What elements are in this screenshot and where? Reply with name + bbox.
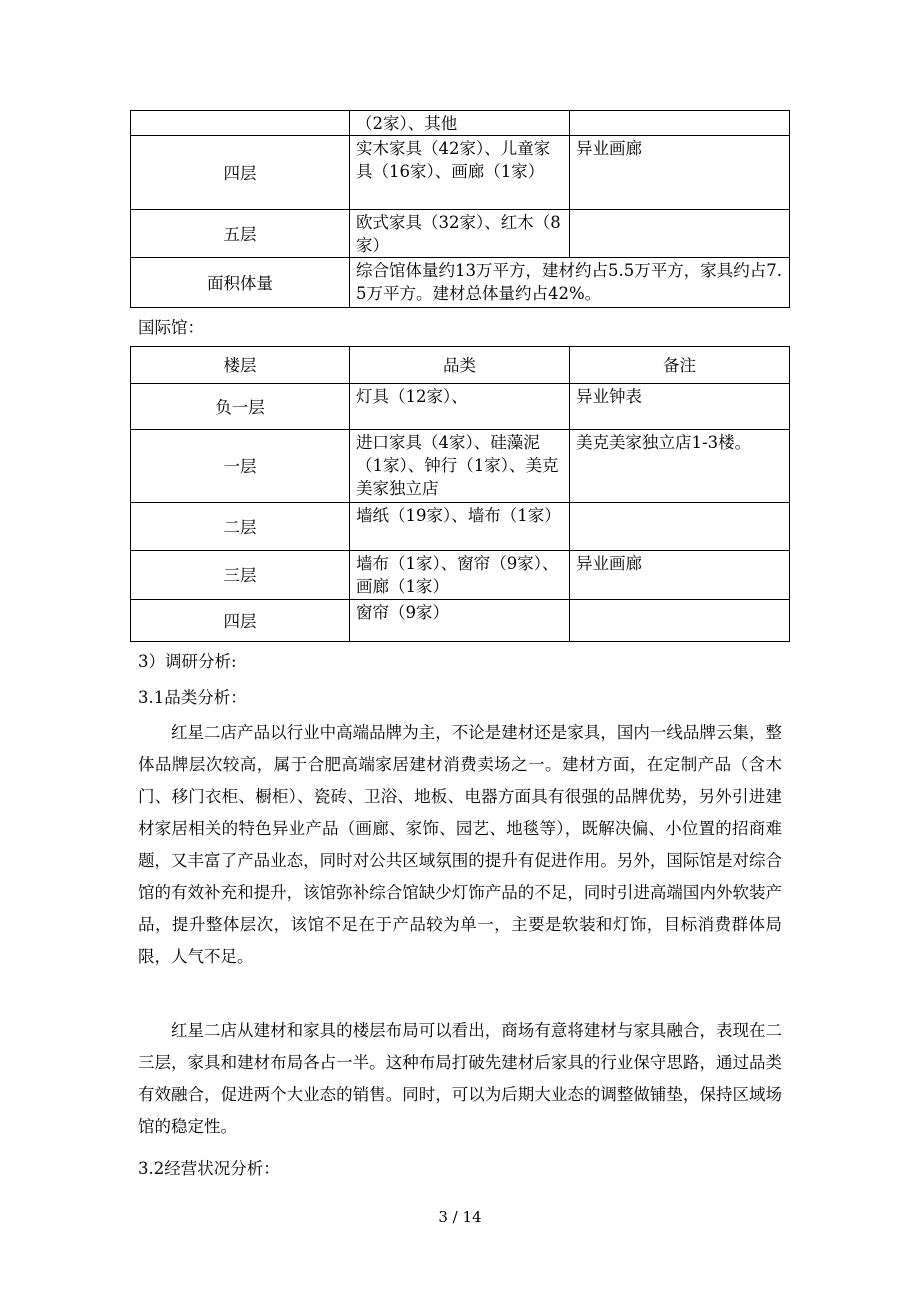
note-cell [570, 210, 790, 258]
floor-cell: 一层 [131, 430, 350, 503]
floor-cell [131, 111, 350, 136]
research-analysis-heading: 3）调研分析: [138, 652, 237, 671]
category-cell: 欧式家具（32家）、红木（8家） [350, 210, 570, 258]
category-cell: 进口家具（4家）、硅藻泥（1家）、钟行（1家）、美克美家独立店 [350, 430, 570, 503]
category-analysis-paragraph: 红星二店产品以行业中高端品牌为主，不论是建材还是家具，国内一线品牌云集，整体品牌层次较高，属于合肥高端家居建材消费卖场之一。建材方面，在定制产品（含木门、移门衣柜、橱柜）、瓷砖、卫浴、地板、电器方面具有很强的品牌优势，另外引进建材家居相关的特色异业产品（画廊、家饰、园艺、地毯等），既解决偏、小位置的招商难题，又丰富了产品业态，同时对公共区域氛围的提升有促进作用。另外，国际馆是对综合馆的有效补充和提升，该馆弥补综合馆缺少灯饰产品的不足，同时引进高端国内外软装产品，提升整体层次，该馆不足在于产品较为单一，主要是软装和灯饰，目标消费群体局限，人气不足。 [138, 723, 782, 966]
category-cell: 灯具（12家）、 [350, 384, 570, 430]
note-cell [570, 111, 790, 136]
note-cell [570, 600, 790, 642]
note-cell: 异业画廊 [570, 136, 790, 210]
header-category: 品类 [350, 347, 570, 384]
header-note: 备注 [570, 347, 790, 384]
operation-analysis-subheading: 3.2经营状况分析： [138, 1159, 280, 1178]
international-hall-label: 国际馆： [138, 318, 204, 337]
table-row [131, 258, 790, 308]
table-row [131, 384, 790, 430]
table-row [131, 430, 790, 503]
category-cell: 墙纸（19家）、墙布（1家） [350, 503, 570, 551]
floor-cell: 负一层 [131, 384, 350, 430]
table-row [131, 551, 790, 600]
category-cell: （2家）、其他 [350, 111, 570, 136]
page-number: 3 / 14 [438, 1208, 482, 1226]
floor-cell: 四层 [131, 136, 350, 210]
table-row [131, 111, 790, 136]
note-cell: 美克美家独立店1-3楼。 [570, 430, 790, 503]
table-row [131, 600, 790, 642]
layout-analysis-paragraph: 红星二店从建材和家具的楼层布局可以看出，商场有意将建材与家具融合，表现在二三层，家具和建材布局各占一半。这种布局打破先建材后家具的行业保守思路，通过品类有效融合，促进两个大业态的销售。同时，可以为后期大业态的调整做铺垫，保持区域场馆的稳定性。 [138, 1021, 782, 1136]
area-volume-cell: 综合馆体量约13万平方，建材约占5.5万平方，家具约占7.5万平方。建材总体量约占42%。 [350, 258, 790, 308]
category-analysis-subheading: 3.1品类分析： [138, 688, 247, 707]
category-cell: 窗帘（9家） [350, 600, 570, 642]
floor-cell: 三层 [131, 551, 350, 600]
floor-cell: 五层 [131, 210, 350, 258]
international-hall-table [130, 346, 790, 642]
category-cell: 墙布（1家）、窗帘（9家）、画廊（1家） [350, 551, 570, 600]
table-row [131, 503, 790, 551]
table-row [131, 136, 790, 210]
comprehensive-hall-table [130, 110, 790, 308]
table-header-row [131, 347, 790, 384]
category-cell: 实木家具（42家）、儿童家具（16家）、画廊（1家） [350, 136, 570, 210]
header-floor: 楼层 [131, 347, 350, 384]
note-cell: 异业钟表 [570, 384, 790, 430]
floor-cell: 四层 [131, 600, 350, 642]
floor-cell: 二层 [131, 503, 350, 551]
floor-cell: 面积体量 [131, 258, 350, 308]
table-row [131, 210, 790, 258]
note-cell [570, 503, 790, 551]
note-cell: 异业画廊 [570, 551, 790, 600]
